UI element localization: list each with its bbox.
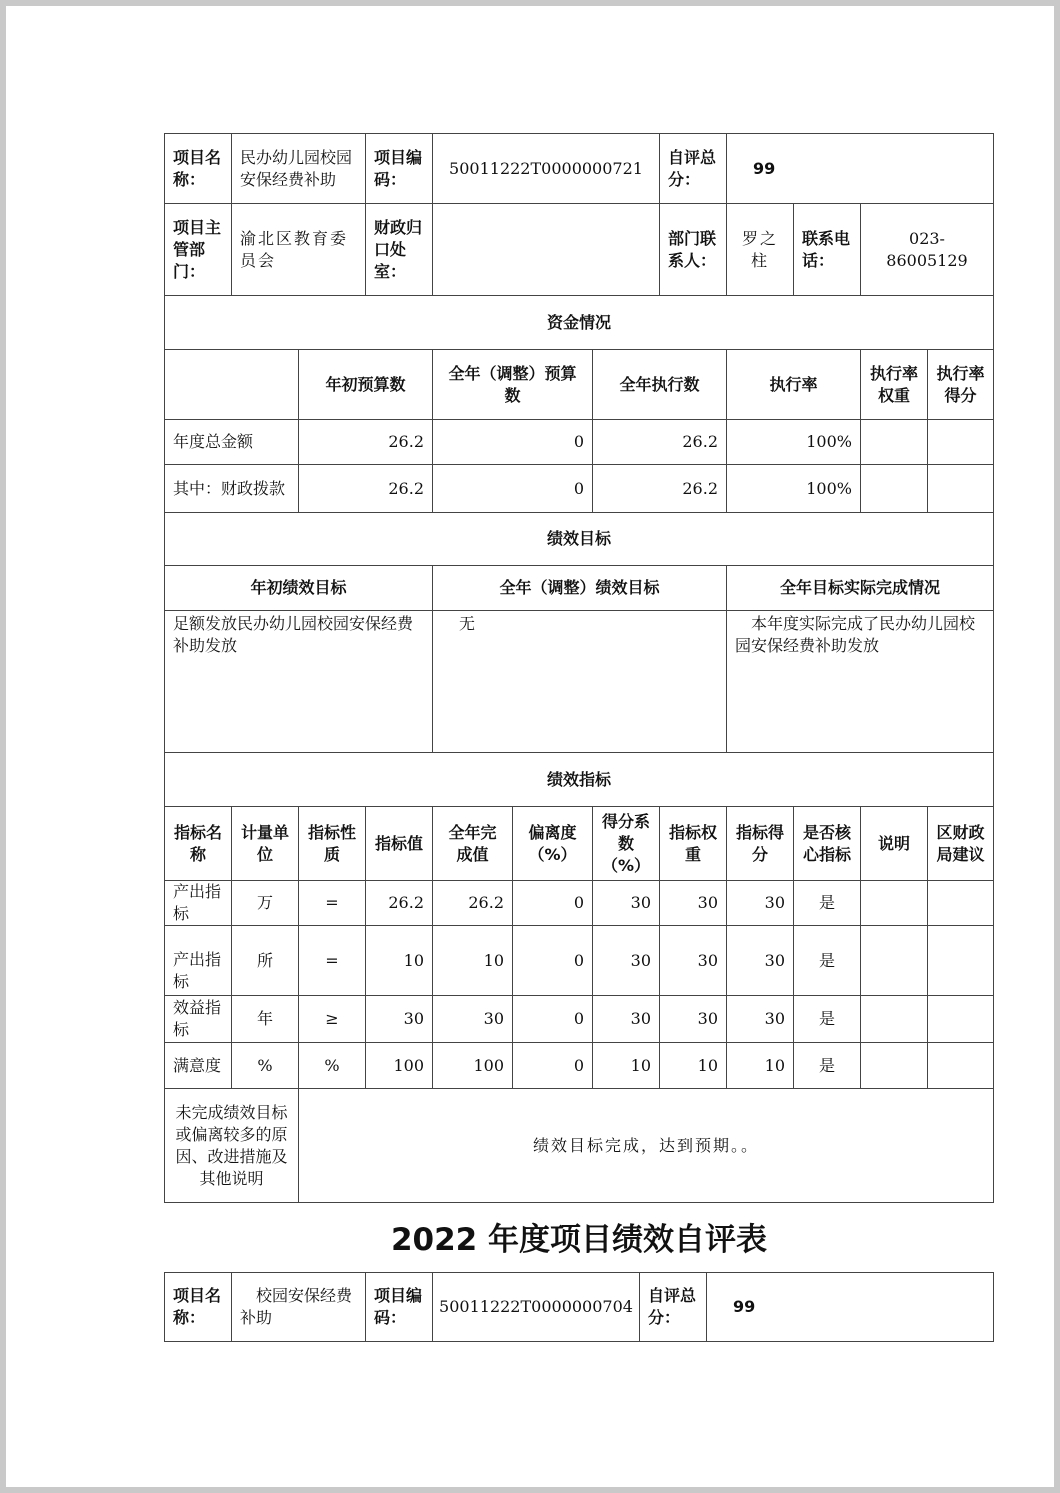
- ind-weight: 30: [659, 995, 726, 1042]
- score-value: 99: [706, 1272, 994, 1342]
- ind-unit: 所: [231, 925, 298, 995]
- ind-score: 30: [726, 995, 793, 1042]
- ind-name: 产出指标: [164, 925, 231, 995]
- ind-note: [860, 995, 927, 1042]
- score-label: 自评总分：: [639, 1272, 706, 1342]
- ind-header-weight: 指标权重: [659, 806, 726, 880]
- evaluation-table-2: [164, 1272, 994, 1342]
- phone-value: 023-86005129: [860, 203, 994, 295]
- funds-header-adjusted: 全年（调整）预算数: [432, 349, 592, 419]
- ind-nature: =: [298, 880, 365, 925]
- ind-header-nature: 指标性质: [298, 806, 365, 880]
- reason-label: 未完成绩效目标或偏离较多的原因、改进措施及其他说明: [164, 1088, 298, 1203]
- funds-row-weight: [860, 419, 927, 464]
- evaluation-table: [164, 133, 994, 1203]
- ind-note: [860, 880, 927, 925]
- table2-title: 2022 年度项目绩效自评表: [390, 1222, 768, 1258]
- goals-header-adjusted: 全年（调整）绩效目标: [432, 565, 726, 610]
- indicators-section-title: 绩效指标: [164, 752, 994, 806]
- ind-score: 30: [726, 925, 793, 995]
- ind-weight: 30: [659, 880, 726, 925]
- funds-header-score: 执行率得分: [927, 349, 994, 419]
- funds-row-rate: 100%: [726, 419, 860, 464]
- funds-header-blank: [164, 349, 298, 419]
- ind-coef: 30: [592, 995, 659, 1042]
- project-name-label: 项目名称：: [164, 1272, 231, 1342]
- ind-core: 是: [793, 925, 860, 995]
- funds-row-executed: 26.2: [592, 464, 726, 512]
- goals-header-actual: 全年目标实际完成情况: [726, 565, 994, 610]
- score-label: 自评总分：: [659, 133, 726, 203]
- ind-advice: [927, 925, 994, 995]
- ind-note: [860, 925, 927, 995]
- ind-header-core: 是否核心指标: [793, 806, 860, 880]
- funds-header-executed: 全年执行数: [592, 349, 726, 419]
- ind-header-deviation: 偏离度（%）: [512, 806, 592, 880]
- ind-name: 效益指标: [164, 995, 231, 1042]
- funds-row-weight: [860, 464, 927, 512]
- project-code-label: 项目编码：: [365, 1272, 432, 1342]
- ind-header-value: 指标值: [365, 806, 432, 880]
- ind-header-unit: 计量单位: [231, 806, 298, 880]
- score-value: 99: [726, 133, 994, 203]
- funds-row-adjusted: 0: [432, 464, 592, 512]
- ind-header-done: 全年完成值: [432, 806, 512, 880]
- ind-deviation: 0: [512, 995, 592, 1042]
- ind-deviation: 0: [512, 1042, 592, 1088]
- goals-actual-text: 本年度实际完成了民办幼儿园校园安保经费补助发放: [726, 610, 994, 752]
- ind-score: 10: [726, 1042, 793, 1088]
- ind-done: 26.2: [432, 880, 512, 925]
- ind-value: 30: [365, 995, 432, 1042]
- project-code-value: 50011222T0000000704: [432, 1272, 639, 1342]
- ind-nature: %: [298, 1042, 365, 1088]
- ind-done: 100: [432, 1042, 512, 1088]
- funds-row-score: [927, 419, 994, 464]
- goals-initial-text: 足额发放民办幼儿园校园安保经费补助发放: [164, 610, 432, 752]
- ind-unit: %: [231, 1042, 298, 1088]
- ind-done: 10: [432, 925, 512, 995]
- project-code-value: 50011222T0000000721: [432, 133, 659, 203]
- ind-header-coef: 得分系数（%）: [592, 806, 659, 880]
- ind-unit: 万: [231, 880, 298, 925]
- ind-deviation: 0: [512, 880, 592, 925]
- ind-advice: [927, 1042, 994, 1088]
- finance-value: [432, 203, 659, 295]
- ind-deviation: 0: [512, 925, 592, 995]
- ind-name: 产出指标: [164, 880, 231, 925]
- ind-advice: [927, 995, 994, 1042]
- ind-core: 是: [793, 995, 860, 1042]
- contact-label: 部门联系人：: [659, 203, 726, 295]
- goals-section-title: 绩效目标: [164, 512, 994, 565]
- ind-nature: =: [298, 925, 365, 995]
- project-name-label: 项目名称：: [164, 133, 231, 203]
- ind-done: 30: [432, 995, 512, 1042]
- funds-row-adjusted: 0: [432, 419, 592, 464]
- funds-row-rate: 100%: [726, 464, 860, 512]
- ind-value: 10: [365, 925, 432, 995]
- ind-header-note: 说明: [860, 806, 927, 880]
- ind-header-advice: 区财政局建议: [927, 806, 994, 880]
- ind-name: 满意度: [164, 1042, 231, 1088]
- funds-row-budget: 26.2: [298, 464, 432, 512]
- ind-value: 100: [365, 1042, 432, 1088]
- funds-row-label: 其中：财政拨款: [164, 464, 298, 512]
- ind-unit: 年: [231, 995, 298, 1042]
- funds-row-executed: 26.2: [592, 419, 726, 464]
- ind-header-score: 指标得分: [726, 806, 793, 880]
- funds-row-score: [927, 464, 994, 512]
- document-page: [6, 6, 1054, 1487]
- project-name-value: 校园安保经费补助: [231, 1272, 365, 1342]
- funds-row-label: 年度总金额: [164, 419, 298, 464]
- funds-header-budget: 年初预算数: [298, 349, 432, 419]
- ind-note: [860, 1042, 927, 1088]
- funds-row-budget: 26.2: [298, 419, 432, 464]
- dept-label: 项目主管部门：: [164, 203, 231, 295]
- project-code-label: 项目编码：: [365, 133, 432, 203]
- ind-coef: 10: [592, 1042, 659, 1088]
- goals-adjusted-text: 无: [432, 610, 726, 752]
- dept-value: 渝北区教育委员会: [231, 203, 365, 295]
- ind-core: 是: [793, 1042, 860, 1088]
- ind-score: 30: [726, 880, 793, 925]
- ind-coef: 30: [592, 880, 659, 925]
- project-name-value: 民办幼儿园校园安保经费补助: [231, 133, 365, 203]
- finance-label: 财政归口处室：: [365, 203, 432, 295]
- reason-text: 绩效目标完成，达到预期。。: [298, 1088, 994, 1203]
- ind-weight: 10: [659, 1042, 726, 1088]
- phone-label: 联系电话：: [793, 203, 860, 295]
- contact-value: 罗之柱: [726, 203, 793, 295]
- ind-advice: [927, 880, 994, 925]
- ind-nature: ≥: [298, 995, 365, 1042]
- funds-header-rate: 执行率: [726, 349, 860, 419]
- ind-header-name: 指标名称: [164, 806, 231, 880]
- ind-core: 是: [793, 880, 860, 925]
- funds-header-weight: 执行率权重: [860, 349, 927, 419]
- goals-header-initial: 年初绩效目标: [164, 565, 432, 610]
- funds-section-title: 资金情况: [164, 295, 994, 349]
- ind-weight: 30: [659, 925, 726, 995]
- ind-value: 26.2: [365, 880, 432, 925]
- ind-coef: 30: [592, 925, 659, 995]
